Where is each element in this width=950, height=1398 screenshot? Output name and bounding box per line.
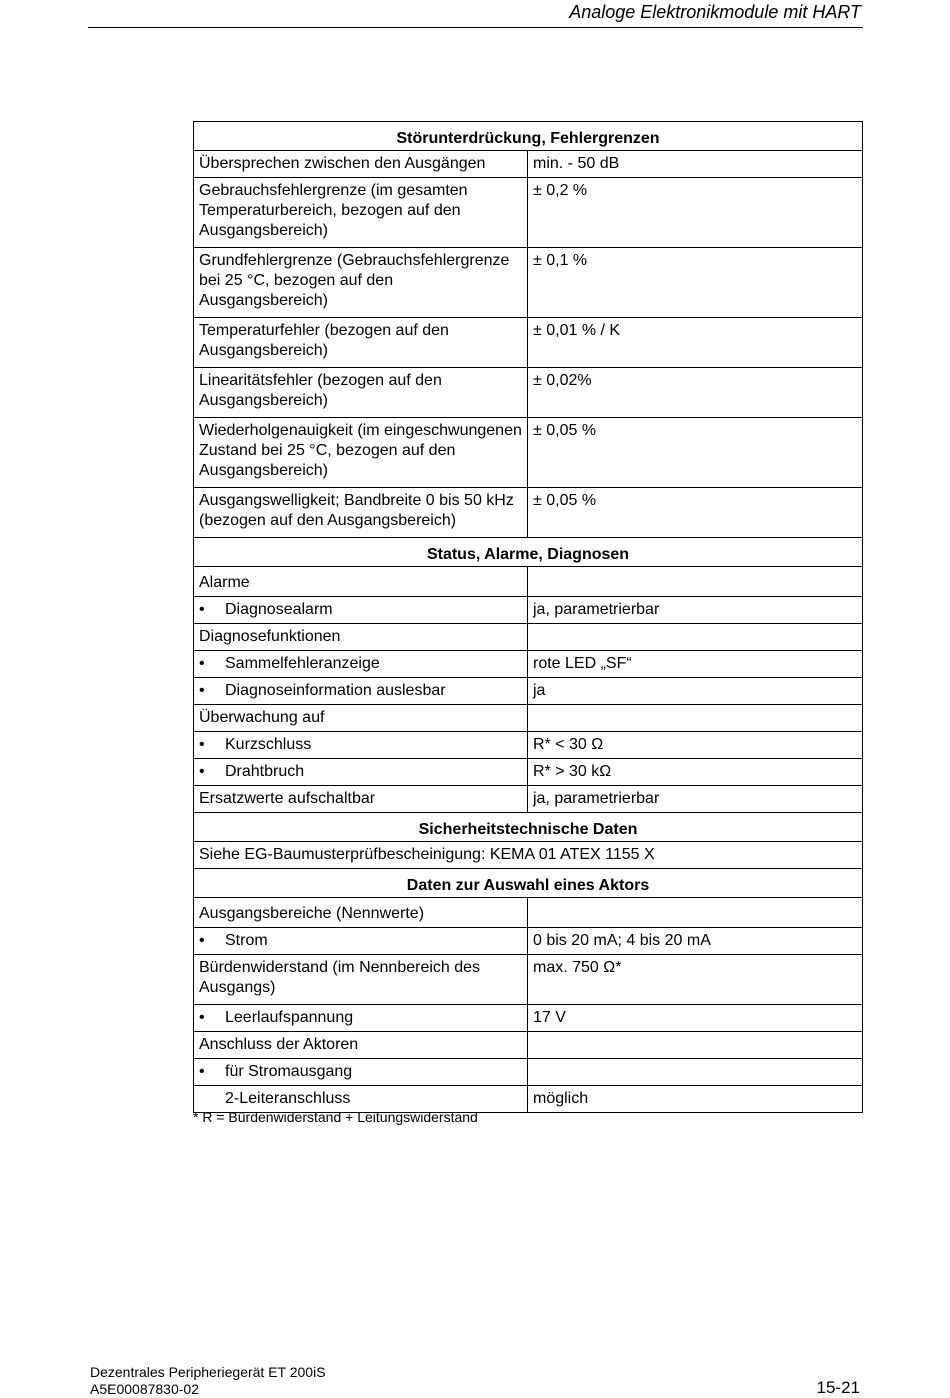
row-label: Temperaturfehler (bezogen auf den Ausgangsbereich)	[194, 318, 528, 368]
row-value: möglich	[528, 1086, 863, 1113]
row-value: max. 750 Ω*	[528, 955, 863, 1005]
row-label-text: Leerlaufspannung	[225, 1009, 354, 1026]
footer-product-name: Dezentrales Peripheriegerät ET 200iS	[90, 1364, 326, 1380]
footer-document-info	[90, 1364, 326, 1398]
table-row	[194, 597, 863, 624]
table-row	[194, 418, 863, 488]
row-label: Gebrauchsfehlergrenze (im gesamten Temperaturbereich, bezogen auf den Ausgangsbereich)	[194, 178, 528, 248]
row-label-text: Sammelfehleranzeige	[225, 655, 380, 672]
row-value: ± 0,02%	[528, 368, 863, 418]
row-label	[194, 678, 528, 705]
section-heading-status: Status, Alarme, Diagnosen	[194, 538, 863, 567]
section-heading-errors: Störunterdrückung, Fehlergrenzen	[194, 122, 863, 151]
table-row	[194, 488, 863, 538]
row-label: Ausgangswelligkeit; Bandbreite 0 bis 50 kHz (bezogen auf den Ausgangsbereich)	[194, 488, 528, 538]
table-row	[194, 151, 863, 178]
table-row	[194, 368, 863, 418]
row-label	[194, 928, 528, 955]
row-value	[528, 705, 863, 732]
bullet-icon: •	[199, 763, 205, 780]
footnote: * R = Bürdenwiderstand + Leitungswiderstand	[193, 1109, 478, 1125]
row-label-text: Strom	[225, 932, 268, 949]
bullet-icon: •	[199, 682, 205, 699]
row-label: Grundfehlergrenze (Gebrauchsfehlergrenze bei 25 °C, bezogen auf den Ausgangsbereich)	[194, 248, 528, 318]
row-value: 17 V	[528, 1005, 863, 1032]
page-header-title: Analoge Elektronikmodule mit HART	[569, 2, 861, 22]
row-label-text: Drahtbruch	[225, 763, 305, 780]
table-row	[194, 651, 863, 678]
row-value: ja, parametrierbar	[528, 786, 863, 813]
table-row	[194, 928, 863, 955]
row-value	[528, 624, 863, 651]
row-label	[194, 597, 528, 624]
row-label: Siehe EG-Baumusterprüfbescheinigung: KEMA 01 ATEX 1155 X	[194, 842, 863, 869]
table-row	[194, 705, 863, 732]
row-label-text: 2-Leiteranschluss	[225, 1090, 351, 1107]
bullet-icon: •	[199, 655, 205, 672]
row-label	[194, 732, 528, 759]
row-label	[194, 1059, 528, 1086]
row-label: Anschluss der Aktoren	[194, 1032, 528, 1059]
table-row	[194, 842, 863, 869]
table-row	[194, 955, 863, 1005]
row-value: ± 0,05 %	[528, 418, 863, 488]
row-label: Ersatzwerte aufschaltbar	[194, 786, 528, 813]
section-row	[194, 122, 863, 151]
bullet-icon: •	[199, 601, 205, 618]
row-value: ± 0,2 %	[528, 178, 863, 248]
row-value	[528, 567, 863, 597]
row-label: Bürdenwiderstand (im Nennbereich des Ausgangs)	[194, 955, 528, 1005]
row-label: Wiederholgenauigkeit (im eingeschwungenen Zustand bei 25 °C, bezogen auf den Ausgangsbereich)	[194, 418, 528, 488]
table-row	[194, 318, 863, 368]
table-row	[194, 732, 863, 759]
bullet-icon: •	[199, 1063, 205, 1080]
row-label: Überwachung auf	[194, 705, 528, 732]
row-label	[194, 1005, 528, 1032]
row-value: min. - 50 dB	[528, 151, 863, 178]
section-heading-actuator: Daten zur Auswahl eines Aktors	[194, 869, 863, 898]
header-rule	[88, 27, 863, 28]
row-value: rote LED „SF“	[528, 651, 863, 678]
row-value: ± 0,05 %	[528, 488, 863, 538]
section-row	[194, 538, 863, 567]
table-row	[194, 759, 863, 786]
table-row	[194, 678, 863, 705]
row-label: Diagnosefunktionen	[194, 624, 528, 651]
section-row	[194, 813, 863, 842]
row-value	[528, 898, 863, 928]
table-row	[194, 624, 863, 651]
table-row	[194, 898, 863, 928]
table-row	[194, 1032, 863, 1059]
row-label	[194, 651, 528, 678]
row-label-text: Diagnoseinformation auslesbar	[225, 682, 446, 699]
footer-document-number: A5E00087830-02	[90, 1381, 199, 1397]
table-row	[194, 178, 863, 248]
row-value: ± 0,1 %	[528, 248, 863, 318]
row-value: 0 bis 20 mA; 4 bis 20 mA	[528, 928, 863, 955]
row-label-text: Kurzschluss	[225, 736, 312, 753]
table-row	[194, 248, 863, 318]
row-label: Linearitätsfehler (bezogen auf den Ausgangsbereich)	[194, 368, 528, 418]
table-row	[194, 1059, 863, 1086]
row-value: ja, parametrierbar	[528, 597, 863, 624]
section-row	[194, 869, 863, 898]
table-row	[194, 567, 863, 597]
row-value: ± 0,01 % / K	[528, 318, 863, 368]
row-label: Alarme	[194, 567, 528, 597]
row-label	[194, 759, 528, 786]
row-label: Ausgangsbereiche (Nennwerte)	[194, 898, 528, 928]
row-value	[528, 1059, 863, 1086]
row-label-text: für Stromausgang	[225, 1063, 353, 1080]
row-label: Übersprechen zwischen den Ausgängen	[194, 151, 528, 178]
bullet-icon: •	[199, 1009, 205, 1026]
row-value: ja	[528, 678, 863, 705]
section-heading-safety: Sicherheitstechnische Daten	[194, 813, 863, 842]
row-value	[528, 1032, 863, 1059]
bullet-icon: •	[199, 736, 205, 753]
bullet-icon: •	[199, 932, 205, 949]
row-label-text: Diagnosealarm	[225, 601, 333, 618]
row-value: R* > 30 kΩ	[528, 759, 863, 786]
table-row	[194, 1005, 863, 1032]
table-row	[194, 786, 863, 813]
spec-table	[193, 121, 863, 1113]
page-number: 15-21	[816, 1378, 860, 1397]
row-value: R* < 30 Ω	[528, 732, 863, 759]
